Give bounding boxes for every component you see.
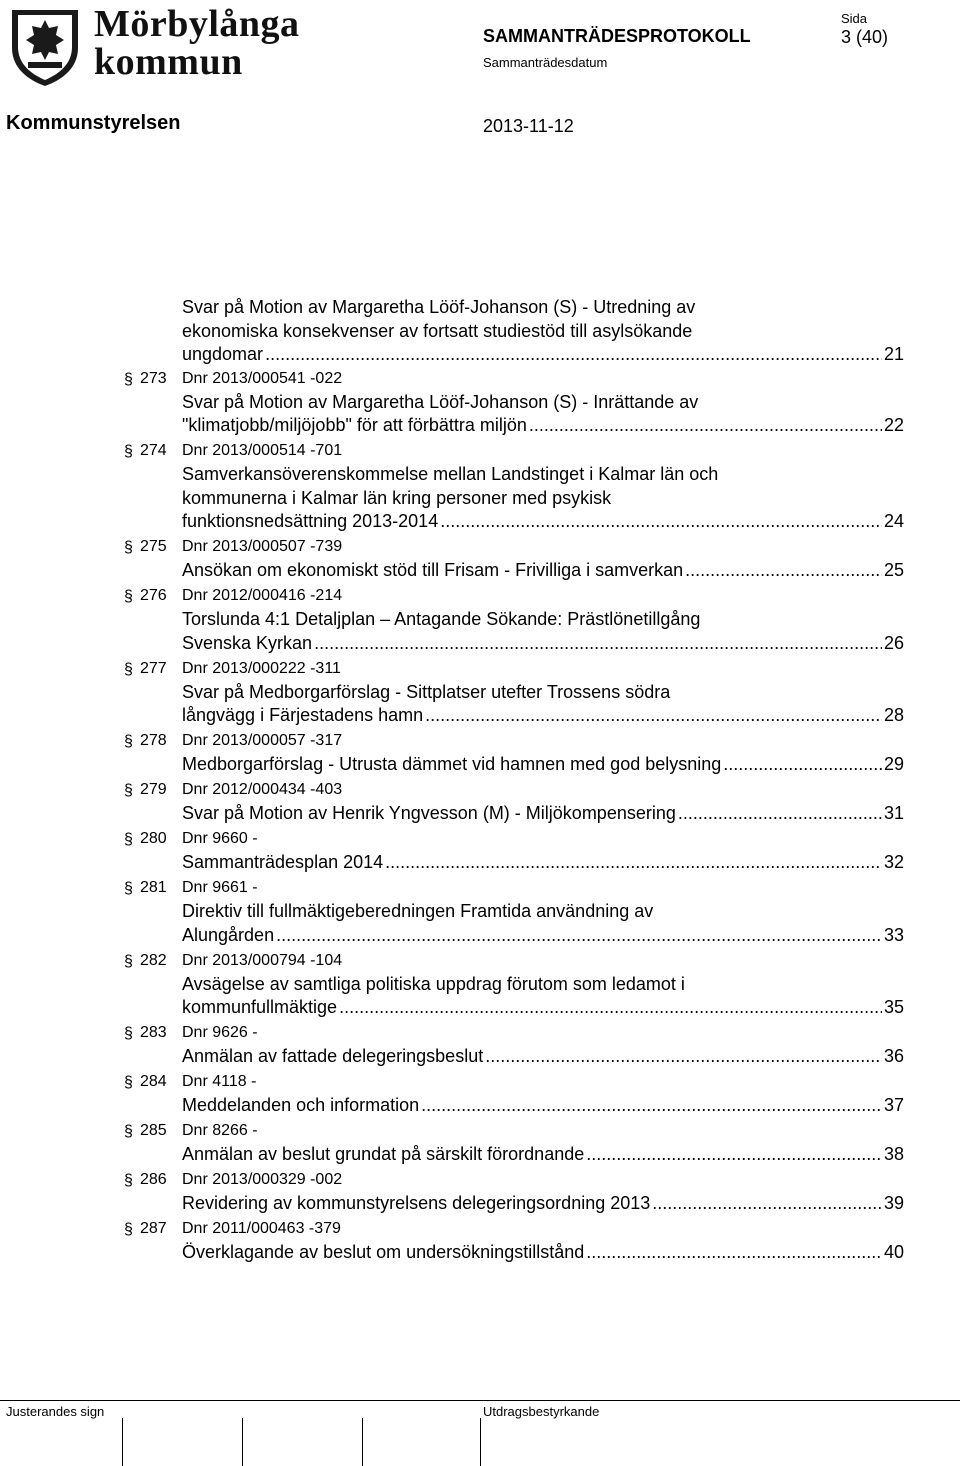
toc-entry-title: Överklagande av beslut om undersökningstillstånd: [182, 1242, 585, 1262]
toc-entry-title-line[interactable]: [182, 802, 904, 824]
toc-entry-title: Medborgarförslag - Utrusta dämmet vid hamnen med god belysning: [182, 754, 722, 774]
paragraph-sign: §: [124, 370, 133, 388]
toc-leader-dots: [421, 1094, 882, 1116]
toc-entry-title: Svenska Kyrkan: [182, 632, 313, 653]
toc-leader-dots: [529, 414, 882, 436]
page-number: 3 (40): [841, 27, 889, 47]
toc-leader-dots: [385, 851, 882, 873]
toc-entry-title: Alungården: [182, 924, 275, 945]
toc-entry-title-line[interactable]: [182, 1045, 904, 1067]
diary-number: Dnr 4118 -: [182, 1073, 257, 1090]
toc-entry-title-line: Avsägelse av samtliga politiska uppdrag förutom som ledamot i: [182, 973, 685, 994]
toc-leader-dots: [652, 1192, 882, 1214]
toc-entry-title-line[interactable]: [182, 343, 904, 365]
diary-number: Dnr 9626 -: [182, 1024, 258, 1041]
paragraph-number: 273: [140, 369, 167, 387]
signature-footer: [0, 1400, 960, 1466]
toc-page-number: 35: [883, 997, 904, 1017]
diary-number: Dnr 2013/000329 -002: [182, 1171, 343, 1188]
toc-page-number: 37: [883, 1095, 904, 1115]
toc-page-number: 32: [883, 852, 904, 872]
toc-leader-dots: [586, 1241, 882, 1263]
toc-leader-dots: [485, 1045, 882, 1067]
paragraph-sign: §: [124, 1172, 133, 1189]
signature-box-divider: [122, 1418, 123, 1466]
paragraph-sign: §: [124, 539, 133, 556]
logo-wordmark-line1: Mörbylånga: [94, 3, 300, 45]
diary-number: Dnr 9661 -: [182, 879, 258, 896]
toc-leader-dots: [265, 343, 882, 365]
toc-entry-title-line: Torslunda 4:1 Detaljplan – Antagande Sökande: Prästlönetillgång: [182, 609, 701, 629]
toc-entry-title-line[interactable]: [182, 632, 904, 654]
paragraph-sign: §: [124, 782, 133, 799]
toc-leader-dots: [425, 704, 882, 726]
toc-entry-title-line[interactable]: [182, 414, 904, 436]
toc-page-number: 21: [883, 344, 904, 364]
toc-entry-title-line: Samverkansöverenskommelse mellan Landstinget i Kalmar län och: [182, 464, 719, 484]
paragraph-number: 278: [140, 732, 167, 749]
paragraph-sign: §: [124, 588, 133, 605]
toc-entry-title-line[interactable]: [182, 753, 904, 775]
diary-number: Dnr 9660 -: [182, 830, 258, 847]
toc-entry-title-line: kommunerna i Kalmar län kring personer med psykisk: [182, 487, 612, 508]
toc-entry-title-line: Svar på Motion av Margaretha Lööf-Johanson (S) - Utredning av: [182, 297, 696, 317]
toc-entry-title-line[interactable]: [182, 1192, 904, 1214]
meeting-date: 2013-11-12: [483, 116, 574, 136]
municipality-logo: [6, 3, 300, 88]
paragraph-sign: §: [124, 880, 133, 897]
paragraph-sign: §: [124, 443, 133, 460]
toc-leader-dots: [723, 753, 882, 775]
toc-entry-title-line[interactable]: [182, 704, 904, 726]
toc-entry-title-line[interactable]: [182, 559, 904, 581]
toc-leader-dots: [685, 559, 882, 581]
paragraph-sign: §: [124, 660, 133, 678]
date-label: Sammanträdesdatum: [483, 55, 608, 70]
diary-number: Dnr 2012/000434 -403: [182, 781, 343, 798]
toc-entry-title-line[interactable]: [182, 924, 904, 946]
toc-page-number: 33: [883, 924, 904, 945]
toc-leader-dots: [440, 510, 882, 532]
paragraph-number: 284: [140, 1073, 167, 1090]
diary-number: Dnr 2013/000222 -311: [182, 659, 341, 677]
paragraph-sign: §: [124, 1123, 133, 1140]
toc-page-number: 39: [883, 1193, 904, 1213]
toc-page-number: 22: [883, 415, 904, 435]
signature-box-divider: [242, 1418, 243, 1466]
toc-page-number: 26: [883, 632, 904, 653]
toc-entry-title: Ansökan om ekonomiskt stöd till Frisam - Frivilliga i samverkan: [182, 560, 684, 580]
toc-entry-title: ungdomar: [182, 344, 264, 364]
paragraph-number: 285: [140, 1122, 167, 1139]
toc-leader-dots: [276, 924, 882, 946]
diary-number: Dnr 2013/000514 -701: [182, 442, 343, 459]
diary-number: Dnr 2013/000057 -317: [182, 732, 343, 749]
toc-entry-title: Svar på Motion av Henrik Yngvesson (M) - Miljökompensering: [182, 803, 676, 823]
toc-leader-dots: [339, 996, 882, 1018]
toc-entry-title-line[interactable]: [182, 1143, 904, 1165]
toc-entry-title: långvägg i Färjestadens hamn: [182, 705, 424, 725]
paragraph-number: 274: [140, 442, 167, 459]
paragraph-number: 286: [140, 1171, 167, 1188]
toc-entry-title-line[interactable]: [182, 996, 904, 1018]
toc-page-number: 40: [883, 1242, 904, 1262]
toc-entry-title: kommunfullmäktige: [182, 997, 338, 1017]
toc-entry-title: Anmälan av beslut grundat på särskilt förordnande: [182, 1144, 585, 1164]
toc-page-number: 31: [883, 803, 904, 823]
logo-wordmark-line2: kommun: [94, 41, 243, 83]
paragraph-number: 280: [140, 830, 167, 847]
paragraph-sign: §: [124, 952, 133, 970]
toc-entry-title-line: Svar på Medborgarförslag - Sittplatser utefter Trossens södra: [182, 681, 671, 702]
toc-entry-title-line: Svar på Motion av Margaretha Lööf-Johanson (S) - Inrättande av: [182, 391, 699, 412]
utdragsbestyrkande-label: Utdragsbestyrkande: [483, 1404, 600, 1419]
paragraph-number: 287: [140, 1220, 167, 1237]
diary-number: Dnr 2012/000416 -214: [182, 587, 343, 604]
diary-number: Dnr 2013/000794 -104: [182, 951, 343, 969]
paragraph-sign: §: [124, 733, 133, 750]
signature-box-divider: [362, 1418, 363, 1466]
toc-leader-dots: [314, 632, 882, 654]
toc-page-number: 24: [883, 511, 904, 531]
paragraph-sign: §: [124, 1025, 133, 1042]
toc-entry-title-line[interactable]: [182, 1094, 904, 1116]
diary-number: Dnr 2013/000507 -739: [182, 538, 343, 555]
diary-number: Dnr 8266 -: [182, 1122, 258, 1139]
toc-entry-title: Anmälan av fattade delegeringsbeslut: [182, 1046, 484, 1066]
paragraph-number: 275: [140, 538, 167, 555]
toc-entry-title: "klimatjobb/miljöjobb" för att förbättra miljön: [182, 415, 527, 435]
toc-entry-title: Sammanträdesplan 2014: [182, 852, 384, 872]
paragraph-sign: §: [124, 831, 133, 848]
diary-number: Dnr 2011/000463 -379: [182, 1220, 341, 1237]
organization-name: Kommunstyrelsen: [6, 112, 181, 134]
toc-page-number: 28: [883, 705, 904, 725]
toc-entry-title: funktionsnedsättning 2013-2014: [182, 511, 439, 531]
toc-page-number: 36: [883, 1046, 904, 1066]
paragraph-sign: §: [124, 1221, 133, 1238]
toc-entry-title-line[interactable]: [182, 1241, 904, 1263]
crest-icon: [6, 4, 84, 88]
toc-entry-title-line: ekonomiska konsekvenser av fortsatt studiestöd till asylsökande: [182, 320, 693, 341]
toc-entry-title-line: Direktiv till fullmäktigeberedningen Framtida användning av: [182, 901, 654, 921]
toc-entry-title-line[interactable]: [182, 851, 904, 873]
paragraph-number: 282: [140, 951, 167, 969]
paragraph-number: 277: [140, 659, 167, 677]
page-label: Sida: [841, 11, 868, 26]
paragraph-number: 276: [140, 587, 167, 604]
toc-leader-dots: [586, 1143, 882, 1165]
paragraph-number: 279: [140, 781, 167, 798]
toc-entry-title: Meddelanden och information: [182, 1095, 420, 1115]
toc-page-number: 25: [883, 560, 904, 580]
footer-rule: [0, 1400, 960, 1401]
toc-page-number: 29: [883, 754, 904, 774]
toc-entry-title-line[interactable]: [182, 510, 904, 532]
paragraph-number: 283: [140, 1024, 167, 1041]
signature-box-divider: [480, 1418, 481, 1466]
justerandes-sign-label: Justerandes sign: [6, 1404, 105, 1419]
toc-entry-title: Revidering av kommunstyrelsens delegeringsordning 2013: [182, 1193, 651, 1213]
toc-leader-dots: [678, 802, 882, 824]
paragraph-number: 281: [140, 879, 167, 896]
toc-page-number: 38: [883, 1144, 904, 1164]
diary-number: Dnr 2013/000541 -022: [182, 369, 343, 387]
document-title: SAMMANTRÄDESPROTOKOLL: [483, 26, 751, 46]
paragraph-sign: §: [124, 1074, 133, 1091]
